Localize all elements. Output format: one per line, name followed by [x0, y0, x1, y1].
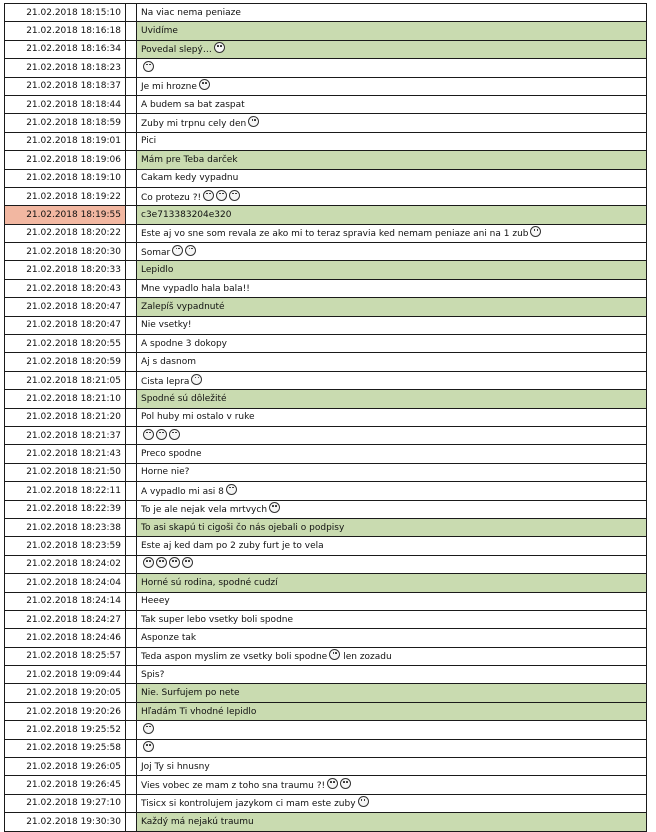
- emoji-icon: [199, 79, 210, 90]
- table-row: [5, 629, 647, 647]
- message-text: Aj s dasnom: [141, 357, 196, 368]
- message-cell: [137, 794, 647, 812]
- table-row: [5, 371, 647, 389]
- message-text-suffix: len zozadu: [343, 652, 392, 663]
- column-gap: [126, 574, 137, 592]
- message-cell: [137, 555, 647, 573]
- table-row: [5, 721, 647, 739]
- timestamp-cell: 21.02.2018 19:20:26: [5, 702, 126, 720]
- message-text: Mne vypadlo hala bala!!: [141, 283, 250, 294]
- message-text: A vypadlo mi asi 8: [141, 486, 224, 497]
- timestamp-cell: 21.02.2018 19:26:45: [5, 776, 126, 794]
- message-text: Tisicx si kontrolujem jazykom ci mam este zuby: [141, 799, 356, 810]
- message-cell: [137, 114, 647, 132]
- timestamp-cell: 21.02.2018 18:21:05: [5, 371, 126, 389]
- message-text: Je mi hrozne: [141, 82, 197, 93]
- table-row: [5, 151, 647, 169]
- timestamp-cell: 21.02.2018 18:25:57: [5, 647, 126, 665]
- message-cell: [137, 335, 647, 353]
- column-gap: [126, 243, 137, 261]
- column-gap: [126, 500, 137, 518]
- timestamp-cell: 21.02.2018 18:21:43: [5, 445, 126, 463]
- table-row: [5, 77, 647, 95]
- emoji-icon: [327, 778, 338, 789]
- timestamp-cell: 21.02.2018 18:20:33: [5, 261, 126, 279]
- message-cell: [137, 59, 647, 77]
- column-gap: [126, 721, 137, 739]
- column-gap: [126, 555, 137, 573]
- column-gap: [126, 132, 137, 150]
- message-cell: [137, 518, 647, 536]
- message-cell: [137, 316, 647, 334]
- message-cell: [137, 445, 647, 463]
- table-row: [5, 482, 647, 500]
- table-row: [5, 684, 647, 702]
- timestamp-cell: 21.02.2018 19:30:30: [5, 813, 126, 831]
- message-text: Cista lepra: [141, 376, 190, 387]
- emoji-icon: [191, 374, 202, 385]
- message-text: c3e713383204e320: [141, 209, 232, 220]
- message-cell: [137, 739, 647, 757]
- emoji-icon: [203, 190, 214, 201]
- table-row: [5, 500, 647, 518]
- column-gap: [126, 426, 137, 444]
- message-text: Co protezu ?!: [141, 192, 202, 203]
- message-text: Nie vsetky!: [141, 320, 192, 331]
- message-cell: [137, 132, 647, 150]
- column-gap: [126, 114, 137, 132]
- column-gap: [126, 59, 137, 77]
- emoji-icon: [530, 226, 541, 237]
- message-cell: [137, 390, 647, 408]
- timestamp-cell: 21.02.2018 18:23:59: [5, 537, 126, 555]
- table-row: [5, 187, 647, 205]
- column-gap: [126, 408, 137, 426]
- timestamp-cell: 21.02.2018 18:24:14: [5, 592, 126, 610]
- message-text: Pol huby mi ostalo v ruke: [141, 412, 255, 423]
- table-row: [5, 169, 647, 187]
- emoji-icon: [182, 557, 193, 568]
- column-gap: [126, 4, 137, 22]
- message-cell: [137, 721, 647, 739]
- message-text: Mám pre Teba darček: [141, 154, 238, 165]
- table-row: [5, 243, 647, 261]
- column-gap: [126, 371, 137, 389]
- message-cell: [137, 206, 647, 224]
- message-text: Este aj vo sne som revala ze ako mi to teraz spravia ked nemam peniaze ani na 1 zub: [141, 229, 529, 240]
- message-text: Uvidíme: [141, 26, 178, 37]
- emoji-icon: [172, 245, 183, 256]
- table-row: [5, 224, 647, 242]
- emoji-icon: [169, 429, 180, 440]
- message-cell: [137, 666, 647, 684]
- column-gap: [126, 813, 137, 831]
- timestamp-cell: 21.02.2018 18:20:55: [5, 335, 126, 353]
- timestamp-cell: 21.02.2018 19:09:44: [5, 666, 126, 684]
- table-row: [5, 445, 647, 463]
- column-gap: [126, 22, 137, 40]
- message-cell: [137, 40, 647, 58]
- timestamp-cell: 21.02.2018 18:20:22: [5, 224, 126, 242]
- message-text: Zalepíš vypadnuté: [141, 301, 225, 312]
- column-gap: [126, 666, 137, 684]
- column-gap: [126, 335, 137, 353]
- message-cell: [137, 408, 647, 426]
- message-text: Asponze tak: [141, 632, 197, 643]
- message-cell: [137, 243, 647, 261]
- message-cell: [137, 647, 647, 665]
- table-row: [5, 261, 647, 279]
- column-gap: [126, 77, 137, 95]
- timestamp-cell: 21.02.2018 18:24:46: [5, 629, 126, 647]
- message-text: To je ale nejak vela mrtvych: [141, 505, 268, 516]
- emoji-icon: [358, 796, 369, 807]
- message-text: A budem sa bat zaspat: [141, 99, 245, 110]
- emoji-icon: [156, 429, 167, 440]
- message-text: Este aj ked dam po 2 zuby furt je to vela: [141, 541, 324, 552]
- column-gap: [126, 261, 137, 279]
- message-cell: [137, 684, 647, 702]
- table-row: [5, 59, 647, 77]
- column-gap: [126, 794, 137, 812]
- column-gap: [126, 279, 137, 297]
- timestamp-cell: 21.02.2018 18:24:04: [5, 574, 126, 592]
- emoji-icon: [156, 557, 167, 568]
- message-cell: [137, 371, 647, 389]
- timestamp-cell: 21.02.2018 18:16:34: [5, 40, 126, 58]
- message-text: Horne nie?: [141, 467, 190, 478]
- table-row: [5, 335, 647, 353]
- timestamp-cell: 21.02.2018 18:20:47: [5, 298, 126, 316]
- emoji-icon: [185, 245, 196, 256]
- timestamp-cell: 21.02.2018 18:21:10: [5, 390, 126, 408]
- emoji-icon: [329, 649, 340, 660]
- table-row: [5, 794, 647, 812]
- column-gap: [126, 445, 137, 463]
- timestamp-cell: 21.02.2018 18:19:06: [5, 151, 126, 169]
- emoji-icon: [169, 557, 180, 568]
- emoji-icon: [143, 741, 154, 752]
- table-row: [5, 132, 647, 150]
- column-gap: [126, 610, 137, 628]
- timestamp-cell: 21.02.2018 18:22:11: [5, 482, 126, 500]
- timestamp-cell: 21.02.2018 18:18:44: [5, 95, 126, 113]
- column-gap: [126, 702, 137, 720]
- message-text: Povedal slepý…: [141, 45, 212, 56]
- message-cell: [137, 353, 647, 371]
- message-cell: [137, 537, 647, 555]
- message-cell: [137, 776, 647, 794]
- timestamp-cell: 21.02.2018 18:22:39: [5, 500, 126, 518]
- table-row: [5, 22, 647, 40]
- timestamp-cell: 21.02.2018 18:20:47: [5, 316, 126, 334]
- column-gap: [126, 684, 137, 702]
- message-cell: [137, 187, 647, 205]
- timestamp-cell: 21.02.2018 18:24:02: [5, 555, 126, 573]
- timestamp-cell: 21.02.2018 18:18:23: [5, 59, 126, 77]
- table-row: [5, 95, 647, 113]
- message-text: Somar: [141, 247, 171, 258]
- timestamp-cell: 21.02.2018 18:20:43: [5, 279, 126, 297]
- column-gap: [126, 40, 137, 58]
- message-cell: [137, 574, 647, 592]
- message-cell: [137, 500, 647, 518]
- table-row: [5, 776, 647, 794]
- table-row: [5, 408, 647, 426]
- column-gap: [126, 592, 137, 610]
- message-text: Vies vobec ze mam z toho sna traumu ?!: [141, 781, 326, 792]
- column-gap: [126, 463, 137, 481]
- table-row: [5, 463, 647, 481]
- emoji-icon: [143, 557, 154, 568]
- timestamp-cell: 21.02.2018 18:19:22: [5, 187, 126, 205]
- timestamp-cell: 21.02.2018 19:25:52: [5, 721, 126, 739]
- column-gap: [126, 518, 137, 536]
- message-text: Na viac nema peniaze: [141, 7, 241, 18]
- message-cell: [137, 224, 647, 242]
- column-gap: [126, 316, 137, 334]
- message-text: Heeey: [141, 596, 170, 607]
- message-cell: [137, 169, 647, 187]
- message-text: Spodné sú dôležité: [141, 393, 227, 404]
- message-cell: [137, 298, 647, 316]
- timestamp-cell: 21.02.2018 18:24:27: [5, 610, 126, 628]
- column-gap: [126, 537, 137, 555]
- table-row: [5, 647, 647, 665]
- message-text: Hľadám Ti vhodné lepidlo: [141, 706, 257, 717]
- timestamp-cell: 21.02.2018 18:19:10: [5, 169, 126, 187]
- message-cell: [137, 95, 647, 113]
- message-cell: [137, 279, 647, 297]
- column-gap: [126, 298, 137, 316]
- message-text: A spodne 3 dokopy: [141, 338, 227, 349]
- column-gap: [126, 95, 137, 113]
- timestamp-cell: 21.02.2018 19:26:05: [5, 758, 126, 776]
- message-cell: [137, 482, 647, 500]
- timestamp-cell: 21.02.2018 18:16:18: [5, 22, 126, 40]
- table-row: [5, 610, 647, 628]
- column-gap: [126, 758, 137, 776]
- column-gap: [126, 169, 137, 187]
- timestamp-cell: 21.02.2018 18:18:59: [5, 114, 126, 132]
- message-cell: [137, 77, 647, 95]
- timestamp-cell: 21.02.2018 18:19:55: [5, 206, 126, 224]
- message-text: Preco spodne: [141, 449, 202, 460]
- emoji-icon: [214, 42, 225, 53]
- message-cell: [137, 610, 647, 628]
- timestamp-cell: 21.02.2018 18:21:50: [5, 463, 126, 481]
- table-row: [5, 666, 647, 684]
- timestamp-cell: 21.02.2018 18:21:37: [5, 426, 126, 444]
- message-cell: [137, 4, 647, 22]
- column-gap: [126, 629, 137, 647]
- table-row: [5, 518, 647, 536]
- message-cell: [137, 629, 647, 647]
- message-text: Nie. Surfujem po nete: [141, 688, 240, 699]
- table-row: [5, 206, 647, 224]
- emoji-icon: [143, 429, 154, 440]
- table-row: [5, 739, 647, 757]
- message-cell: [137, 592, 647, 610]
- table-row: [5, 316, 647, 334]
- column-gap: [126, 482, 137, 500]
- message-text: Tak super lebo vsetky boli spodne: [141, 614, 294, 625]
- message-cell: [137, 151, 647, 169]
- message-text: Lepidlo: [141, 265, 174, 276]
- message-text: Cakam kedy vypadnu: [141, 173, 239, 184]
- timestamp-cell: 21.02.2018 18:23:38: [5, 518, 126, 536]
- message-text: Každý má nejakú traumu: [141, 816, 254, 827]
- column-gap: [126, 151, 137, 169]
- timestamp-cell: 21.02.2018 18:21:20: [5, 408, 126, 426]
- table-row: [5, 4, 647, 22]
- message-cell: [137, 813, 647, 831]
- message-text: Pici: [141, 136, 157, 147]
- message-cell: [137, 426, 647, 444]
- message-text: Teda aspon myslim ze vsetky boli spodne: [141, 652, 328, 663]
- message-text: Spis?: [141, 669, 165, 680]
- message-text: Horné sú rodina, spodné cudzí: [141, 577, 278, 588]
- table-row: [5, 702, 647, 720]
- table-row: [5, 426, 647, 444]
- table-row: [5, 390, 647, 408]
- column-gap: [126, 187, 137, 205]
- timestamp-cell: 21.02.2018 19:25:58: [5, 739, 126, 757]
- message-text: Zuby mi trpnu cely den: [141, 119, 247, 130]
- table-row: [5, 353, 647, 371]
- table-row: [5, 592, 647, 610]
- timestamp-cell: 21.02.2018 18:20:59: [5, 353, 126, 371]
- message-text: Joj Ty si hnusny: [141, 761, 210, 772]
- column-gap: [126, 647, 137, 665]
- message-text: To asi skapú ti cigoši čo nás ojebali o podpisy: [141, 522, 345, 533]
- emoji-icon: [340, 778, 351, 789]
- table-row: [5, 114, 647, 132]
- timestamp-cell: 21.02.2018 19:27:10: [5, 794, 126, 812]
- message-cell: [137, 261, 647, 279]
- message-cell: [137, 702, 647, 720]
- chat-log-body: [5, 4, 647, 832]
- message-cell: [137, 22, 647, 40]
- emoji-icon: [143, 723, 154, 734]
- table-row: [5, 813, 647, 831]
- table-row: [5, 758, 647, 776]
- table-row: [5, 555, 647, 573]
- emoji-icon: [143, 61, 154, 72]
- message-cell: [137, 463, 647, 481]
- table-row: [5, 574, 647, 592]
- column-gap: [126, 206, 137, 224]
- timestamp-cell: 21.02.2018 18:15:10: [5, 4, 126, 22]
- emoji-icon: [269, 502, 280, 513]
- chat-log-sheet: [4, 3, 652, 827]
- emoji-icon: [248, 116, 259, 127]
- column-gap: [126, 353, 137, 371]
- column-gap: [126, 224, 137, 242]
- emoji-icon: [229, 190, 240, 201]
- emoji-icon: [226, 484, 237, 495]
- message-cell: [137, 758, 647, 776]
- column-gap: [126, 739, 137, 757]
- chat-log-table: [4, 3, 647, 832]
- table-row: [5, 40, 647, 58]
- emoji-icon: [216, 190, 227, 201]
- table-row: [5, 279, 647, 297]
- column-gap: [126, 776, 137, 794]
- timestamp-cell: 21.02.2018 18:19:01: [5, 132, 126, 150]
- timestamp-cell: 21.02.2018 19:20:05: [5, 684, 126, 702]
- timestamp-cell: 21.02.2018 18:18:37: [5, 77, 126, 95]
- table-row: [5, 537, 647, 555]
- table-row: [5, 298, 647, 316]
- column-gap: [126, 390, 137, 408]
- timestamp-cell: 21.02.2018 18:20:30: [5, 243, 126, 261]
